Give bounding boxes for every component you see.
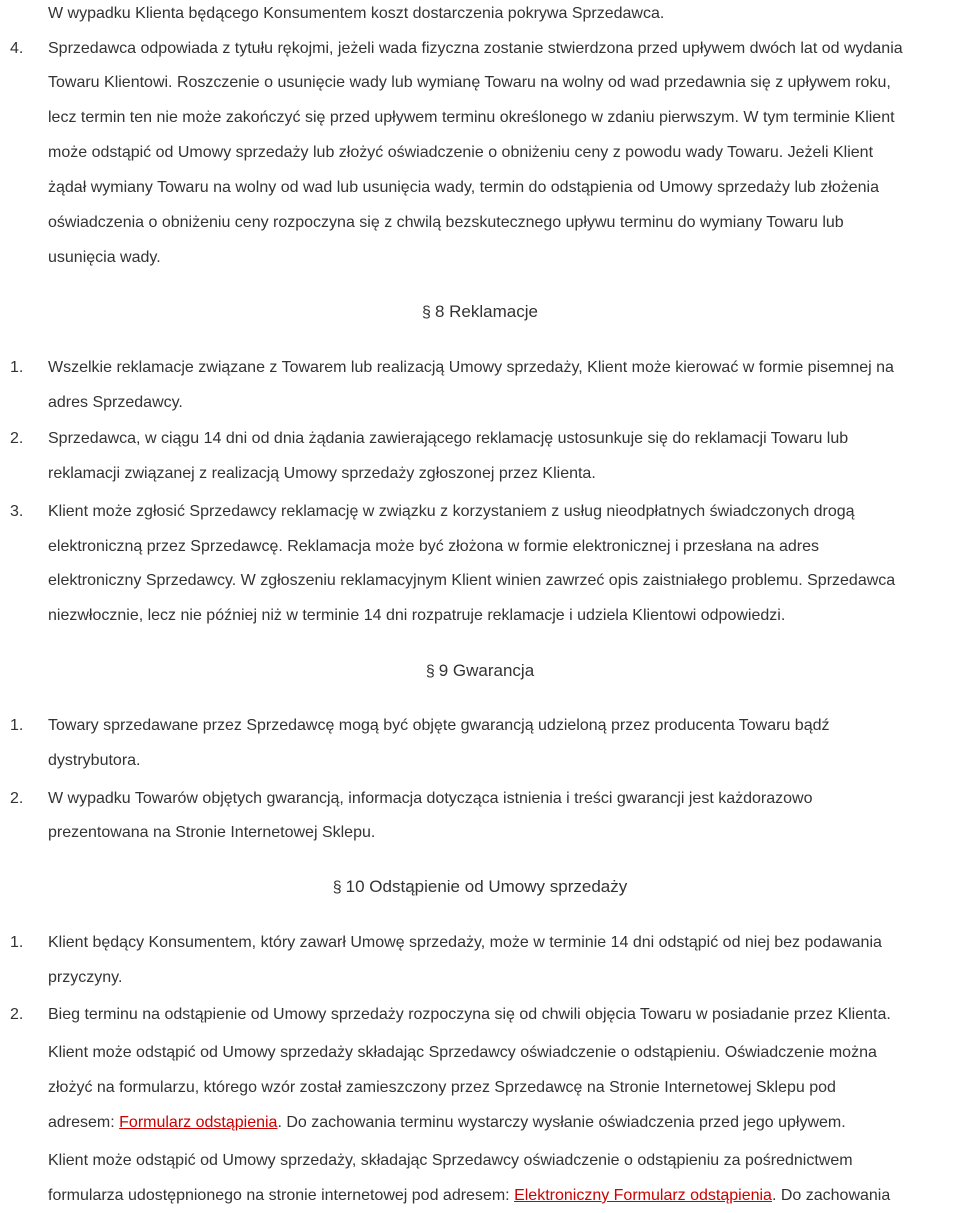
paragraph-text: adresem: [48,1114,120,1131]
paragraph-line: Sprzedawca odpowiada z tytułu rękojmi, jeżeli wada fizyczna zostanie stwierdzona przed upływem dwóch lat od wydania [48,40,903,57]
paragraph-line: W wypadku Towarów objętych gwarancją, informacja dotycząca istnienia i treści gwarancji jest każdorazowo [48,790,813,807]
list-number: 1. [10,359,24,376]
paragraph-line: Klient może odstąpić od Umowy sprzedaży, składając Sprzedawcy oświadczenie o odstąpieniu za pośrednictwem [48,1152,853,1169]
section-sign-icon: § [425,663,435,680]
section-heading-text: 8 Reklamacje [434,302,538,321]
paragraph-text: . Do zachowania terminu wystarczy wysłanie oświadczenia przed jego upływem. [277,1114,846,1131]
paragraph-text: . Do zachowania [771,1187,891,1204]
section-heading [0,660,960,683]
paragraph-line: oświadczenia o obniżeniu ceny rozpoczyna się z chwilą bezskutecznego upływu terminu do wymiany Towaru lub [48,214,844,231]
paragraph-line: złożyć na formularzu, którego wzór został zamieszczony przez Sprzedawcę na Stronie Internetowej Sklepu pod [48,1079,836,1096]
paragraph-line: Wszelkie reklamacje związane z Towarem lub realizacją Umowy sprzedaży, Klient może kierować w formie pisemnej na [48,359,894,376]
paragraph-line: Towaru Klientowi. Roszczenie o usunięcie wady lub wymianę Towaru na wolny od wad przedawnia się z upływem roku, [48,74,891,91]
section-sign-icon: § [332,879,342,896]
list-number: 2. [10,790,24,807]
list-number: 2. [10,430,24,447]
electronic-withdrawal-form-link[interactable]: Elektroniczny Formularz odstąpienia [514,1187,772,1204]
paragraph-line: żądał wymiany Towaru na wolny od wad lub usunięcia wady, termin do odstąpienia od Umowy sprzedaży lub złożenia [48,179,879,196]
section-heading-text: 10 Odstąpienie od Umowy sprzedaży [345,877,628,896]
paragraph-line: elektroniczny Sprzedawcy. W zgłoszeniu reklamacyjnym Klient winien zawrzeć opis zaistniałego problemu. Sprzedawca [48,572,896,589]
paragraph-line [48,1113,846,1133]
list-number: 2. [10,1006,24,1023]
paragraph-line: Klient może zgłosić Sprzedawcy reklamację w związku z korzystaniem z usług nieodpłatnych świadczonych drogą [48,503,855,520]
paragraph-line: może odstąpić od Umowy sprzedaży lub złożyć oświadczenie o obniżeniu ceny z powodu wady Towaru. Jeżeli Klient [48,144,874,161]
list-number: 1. [10,717,24,734]
paragraph-line: Klient będący Konsumentem, który zawarł Umowę sprzedaży, może w terminie 14 dni odstąpić od niej bez podawania [48,934,882,951]
paragraph-line: dystrybutora. [48,752,141,769]
list-number: 4. [10,40,24,57]
section-sign-icon: § [422,304,431,321]
paragraph-line: Towary sprzedawane przez Sprzedawcę mogą być objęte gwarancją udzieloną przez producenta Towaru bądź [48,717,830,734]
paragraph-line: elektroniczną przez Sprzedawcę. Reklamacja może być złożona w formie elektronicznej i przesłana na adres [48,538,820,555]
paragraph-line: usunięcia wady. [48,249,161,266]
paragraph-line: Sprzedawca, w ciągu 14 dni od dnia żądania zawierającego reklamację ustosunkuje się do reklamacji Towaru lub [48,430,849,447]
paragraph-line: przyczyny. [48,969,123,986]
paragraph-line: reklamacji związanej z realizacją Umowy sprzedaży zgłoszonej przez Klienta. [48,465,596,482]
paragraph-line: prezentowana na Stronie Internetowej Sklepu. [48,824,376,841]
paragraph-line: lecz termin ten nie może zakończyć się przed upływem terminu określonego w zdaniu pierwszym. W tym terminie Klient [48,109,895,126]
paragraph-line: Klient może odstąpić od Umowy sprzedaży składając Sprzedawcy oświadczenie o odstąpieniu. Oświadczenie można [48,1044,877,1061]
section-heading-text: 9 Gwarancja [438,661,535,680]
section-heading [0,301,960,324]
list-number: 1. [10,934,24,951]
paragraph-line [48,1186,890,1206]
list-number: 3. [10,503,24,520]
paragraph-line: adres Sprzedawcy. [48,394,183,411]
paragraph-line: W wypadku Klienta będącego Konsumentem koszt dostarczenia pokrywa Sprzedawca. [48,5,665,22]
section-heading [0,876,960,899]
paragraph-line: Bieg terminu na odstąpienie od Umowy sprzedaży rozpoczyna się od chwili objęcia Towaru w posiadanie przez Klienta. [48,1006,891,1023]
paragraph-text: formularza udostępnionego na stronie internetowej pod adresem: [48,1187,515,1204]
withdrawal-form-link[interactable]: Formularz odstąpienia [119,1114,278,1131]
paragraph-line: niezwłocznie, lecz nie później niż w terminie 14 dni rozpatruje reklamacje i udziela Klientowi odpowiedzi. [48,607,786,624]
